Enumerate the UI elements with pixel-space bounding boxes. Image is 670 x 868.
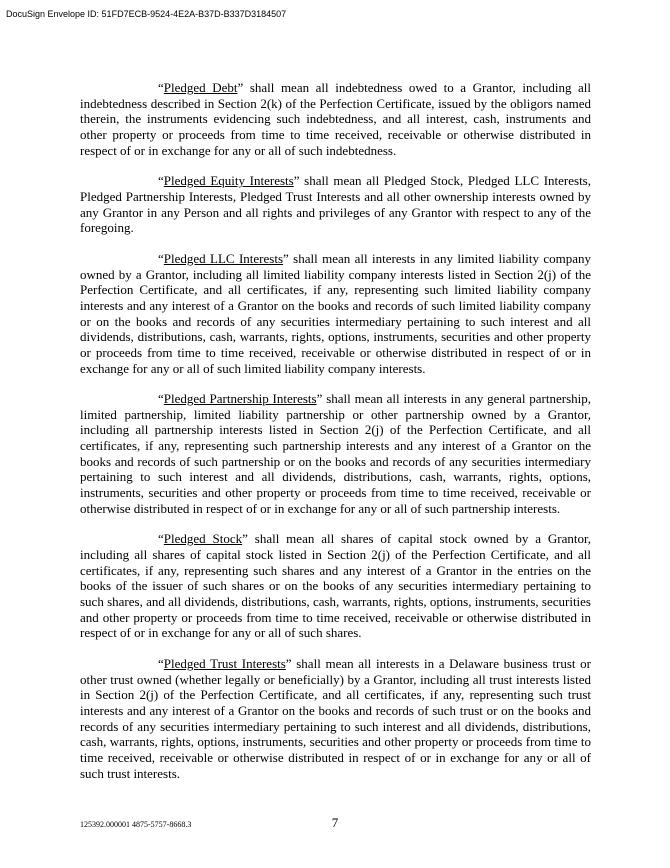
definition-text: shall mean all indebtedness owed to a Grantor, including all indebtedness described in Section 2(k) of the Perfection Certificate, issued by the obligors named therein, the instruments evidencing such indebtedness, and all interest, cash, instruments and other property or proceeds from time to time received, receivable or otherwise distributed in respect of or in exchange for any or all of such indebtedness.	[80, 80, 591, 158]
definition-text: shall mean all interests in a Delaware business trust or other trust owned (whether legally or beneficially) by a Grantor, including all trust interests listed in Section 2(j) of the Perfection Certificate, and all certificates, if any, representing such trust interests and any interest of a Grantor on the books and records of such trust or on the books and records of any securities intermediary pertaining to such interest and all dividends, distributions, cash, warrants, rights, options, instruments, securities and other property or proceeds from time to time received, receivable or otherwise distributed in respect of or in exchange for any or all of such trust interests.	[80, 656, 591, 781]
close-quote: ”	[283, 250, 289, 266]
document-body	[80, 80, 591, 796]
page-number: 7	[331, 815, 339, 830]
close-quote: ”	[285, 656, 292, 671]
definition-pledged-partnership-interests	[80, 391, 591, 516]
open-quote: “	[158, 250, 164, 266]
definition-pledged-trust-interests	[80, 656, 591, 781]
definition-text: shall mean all Pledged Stock, Pledged LLC Interests, Pledged Partnership Interests, Pledged Trust Interests and all other ownership interests owned by any Grantor in any Person and all rights and privileges of any Grantor with respect to any of the foregoing.	[80, 173, 591, 236]
close-quote: ”	[242, 531, 248, 547]
open-quote: “	[158, 173, 164, 189]
definition-text: shall mean all interests in any limited liability company owned by a Grantor, including all limited liability company interests listed in Section 2(j) of the Perfection Certificate, and all certificates, if any, representing such limited liability company interests and any interest of a Grantor on the books and records of such limited liability company or on the books and records of any securities intermediary pertaining to such interest and all dividends, distributions, cash, warrants, rights, options, instruments, securities and other property or proceeds from time to time received, receivable or otherwise distributed in respect of or in exchange for any or all of such limited liability company interests.	[80, 250, 591, 376]
open-quote: “	[158, 391, 164, 407]
defined-term: Pledged Equity Interests	[163, 173, 294, 189]
document-reference-number: 125392.000001 4875-5757-8668.3	[80, 820, 192, 829]
defined-term: Pledged Partnership Interests	[163, 391, 317, 407]
close-quote: ”	[293, 173, 300, 189]
defined-term: Pledged Trust Interests	[163, 656, 286, 671]
definition-pledged-stock	[80, 531, 591, 641]
docusign-envelope-id: DocuSign Envelope ID: 51FD7ECB-9524-4E2A-B37D-B337D3184507	[6, 9, 287, 19]
open-quote: “	[158, 80, 164, 95]
definition-text: shall mean all interests in any general partnership, limited partnership, limited liability partnership or other partnership owned by a Grantor, including all partnership interests listed in Section 2(j) of the Perfection Certificate, and all certificates, if any, representing such partnership interests and any interest of a Grantor on the books and records of such partnership or on the books and records of any securities intermediary pertaining to such interest and all dividends, distributions, cash, warrants, rights, options, instruments, securities and other property or proceeds from time to time received, receivable or otherwise distributed in respect of or in exchange for any or all of such partnership interests.	[80, 391, 592, 516]
defined-term: Pledged Stock	[163, 531, 243, 547]
definition-pledged-debt	[80, 80, 591, 158]
close-quote: ”	[316, 391, 323, 407]
open-quote: “	[158, 656, 164, 671]
close-quote: ”	[237, 80, 244, 95]
defined-term: Pledged LLC Interests	[163, 250, 284, 266]
open-quote: “	[158, 531, 164, 547]
definition-pledged-llc-interests	[80, 251, 591, 376]
definition-text: shall mean all shares of capital stock owned by a Grantor, including all shares of capital stock listed in Section 2(j) of the Perfection Certificate, and all certificates, if any, representing such shares and any interest of a Grantor in the entries on the books of the issuer of such shares or on the books of any securities intermediary pertaining to such shares, and all dividends, distributions, cash, warrants, rights, options, instruments, securities and other property or proceeds from time to time received, receivable or otherwise distributed in respect of or in exchange for any or all of such shares.	[80, 531, 592, 641]
defined-term: Pledged Debt	[163, 80, 238, 95]
definition-pledged-equity-interests	[80, 173, 591, 236]
